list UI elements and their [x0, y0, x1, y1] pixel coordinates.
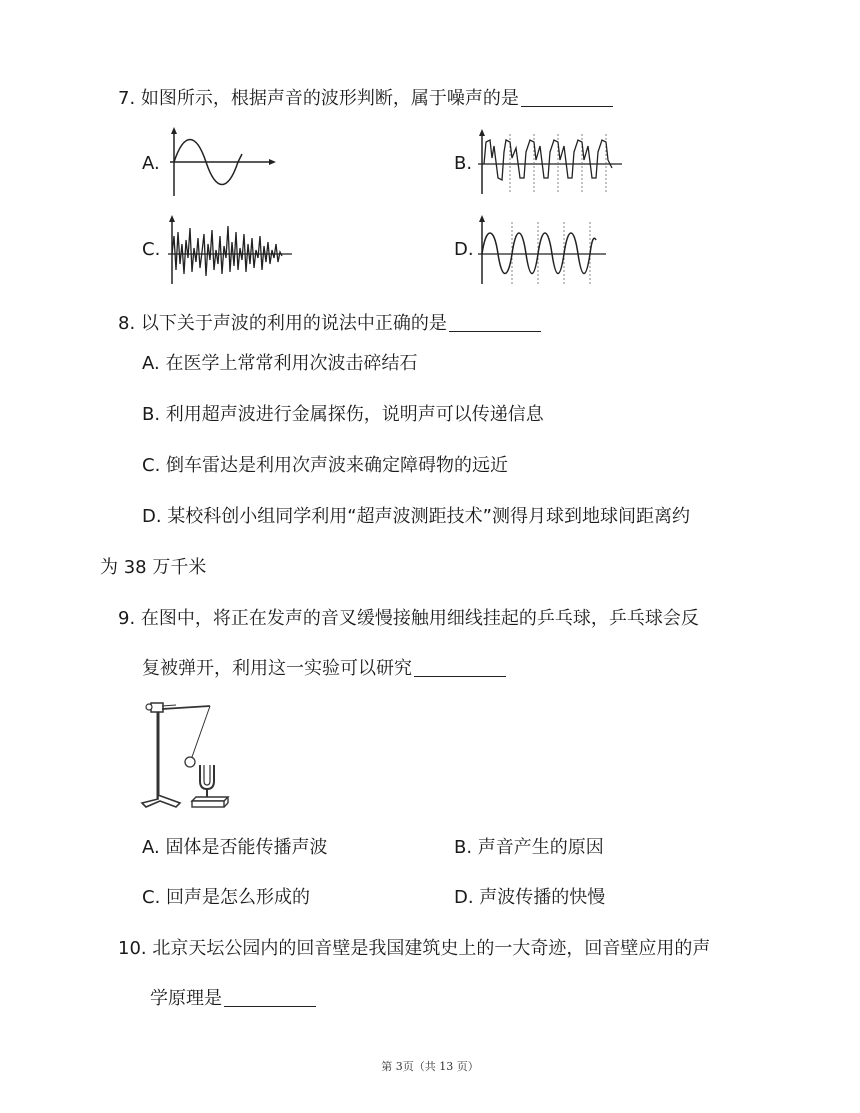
- q9-answer-blank[interactable]: [414, 656, 506, 677]
- q10-answer-blank[interactable]: [224, 986, 316, 1007]
- q7-answer-blank[interactable]: [521, 86, 613, 107]
- q7-option-b-label[interactable]: B.: [454, 153, 473, 174]
- q8-stem: 8. 以下关于声波的利用的说法中正确的是: [118, 311, 541, 336]
- tuning-fork-experiment-figure: [136, 695, 240, 813]
- q9-option-a[interactable]: A. 固体是否能传播声波: [142, 837, 328, 858]
- q8-option-d[interactable]: D. 某校科创小组同学利用“超声波测距技术”测得月球到地球间距离约: [142, 506, 690, 527]
- q8-option-a[interactable]: A. 在医学上常常利用次波击碎结石: [142, 353, 418, 374]
- q7-waveform-c: [166, 214, 294, 286]
- q9-stem-continued: 复被弹开，利用这一实验可以研究: [142, 656, 506, 681]
- q9-option-b[interactable]: B. 声音产生的原因: [454, 837, 604, 858]
- q8-option-c[interactable]: C. 倒车雷达是利用次声波来确定障碍物的远近: [142, 455, 509, 476]
- q7-option-d-label[interactable]: D.: [454, 239, 474, 260]
- q9-option-c[interactable]: C. 回声是怎么形成的: [142, 887, 311, 908]
- q7-waveform-b: [476, 128, 624, 196]
- q7-option-a-label[interactable]: A.: [142, 153, 160, 174]
- q10-stem-continued: 学原理是: [150, 986, 316, 1011]
- q9-stem: 9. 在图中，将正在发声的音叉缓慢接触用细线挂起的乒乓球，乒乓球会反: [118, 608, 699, 629]
- page-footer: 第 3页（共 13 页）: [381, 1060, 479, 1073]
- q10-stem: 10. 北京天坛公园内的回音壁是我国建筑史上的一大奇迹，回音壁应用的声: [118, 938, 711, 959]
- q8-option-d-continued: 为 38 万千米: [100, 557, 207, 578]
- q9-option-d[interactable]: D. 声波传播的快慢: [454, 887, 606, 908]
- q8-answer-blank[interactable]: [449, 311, 541, 332]
- q7-waveform-a: [166, 126, 278, 198]
- q8-option-b[interactable]: B. 利用超声波进行金属探伤，说明声可以传递信息: [142, 404, 544, 425]
- q7-option-c-label[interactable]: C.: [142, 239, 161, 260]
- q7-stem: 7. 如图所示，根据声音的波形判断，属于噪声的是: [118, 86, 613, 111]
- q7-waveform-d: [476, 214, 608, 286]
